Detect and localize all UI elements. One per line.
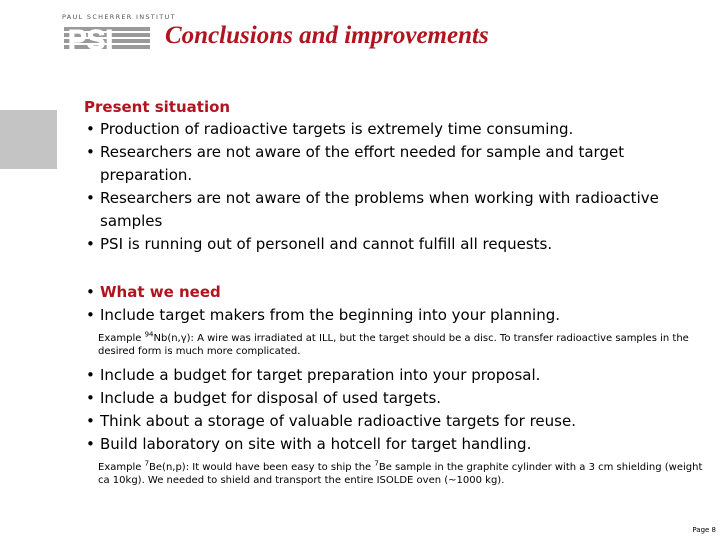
example-note-be7: Example $^7$Be(n,p): It would have been easy to ship the $^7$Be sample in the graphite cylinder with a 3 cm shielding (weight ca 10kg). We needed to shield and transport the entire ISOLDE oven (~1000 kg). xyxy=(98,459,703,486)
bullet-item: • Researchers are not aware of the effort needed for sample and target preparation. xyxy=(84,141,704,187)
page-title: Conclusions and improvements xyxy=(165,22,489,49)
logo-institute-name: PAUL SCHERRER INSTITUT xyxy=(62,13,176,21)
what-we-need-list-continued xyxy=(84,364,704,456)
bullet-item: • Researchers are not aware of the problems when working with radioactive samples xyxy=(84,187,704,233)
page-number: Page 8 xyxy=(692,526,716,534)
bullet-item: • Include a budget for target preparation into your proposal. xyxy=(84,364,704,387)
section-heading-present-situation: Present situation xyxy=(84,98,231,116)
what-we-need-list xyxy=(84,281,704,327)
psi-logo xyxy=(62,13,176,53)
example-note-nb94: Example $^{94}$Nb(n,γ): A wire was irradiated at ILL, but the target should be a disc. To transfer radioactive samples in the desired form is much more complicated. xyxy=(98,330,689,357)
bullet-item: • Think about a storage of valuable radioactive targets for reuse. xyxy=(84,410,704,433)
slide-content xyxy=(84,96,704,487)
psi-logo-mark xyxy=(64,25,152,51)
side-decoration xyxy=(0,110,57,169)
bullet-item: • Build laboratory on site with a hotcell for target handling. xyxy=(84,433,704,456)
bullet-item: • PSI is running out of personell and cannot fulfill all requests. xyxy=(84,233,704,256)
bullet-item: • Include target makers from the beginning into your planning. xyxy=(84,304,704,327)
bullet-item: • Include a budget for disposal of used targets. xyxy=(84,387,704,410)
present-situation-list xyxy=(84,118,704,256)
bullet-item: • Production of radioactive targets is extremely time consuming. xyxy=(84,118,704,141)
svg-text:PSI: PSI xyxy=(68,25,114,51)
section-heading-what-we-need: • What we need xyxy=(84,281,704,304)
